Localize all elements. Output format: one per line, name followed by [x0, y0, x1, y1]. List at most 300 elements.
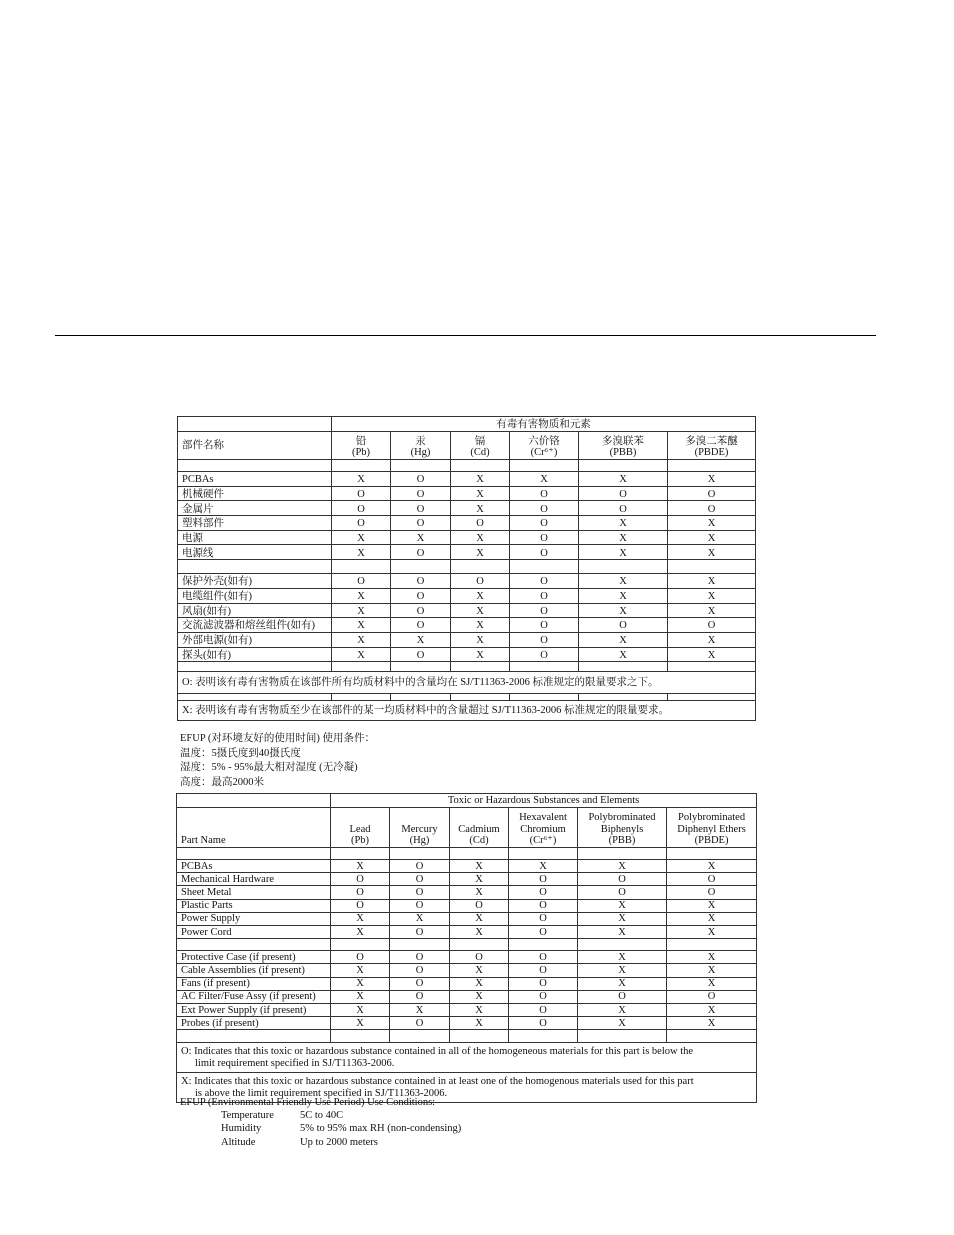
substance-value-cell: X [668, 574, 756, 589]
spacer-row [178, 694, 756, 701]
part-name-cell: Power Supply [177, 912, 331, 925]
part-name-cell: 交流滤波器和熔丝组件(如有) [178, 618, 332, 633]
substance-value-cell: O [390, 886, 450, 899]
part-name-cell: Cable Assemblies (if present) [177, 964, 331, 977]
empty-cell [510, 460, 579, 472]
substance-value-cell: X [668, 632, 756, 647]
substance-value-cell: O [509, 990, 578, 1003]
substance-value-cell: X [668, 588, 756, 603]
note-text: X: Indicates that this toxic or hazardous substance contained in at least one of the homogenous materials used for this part [181, 1076, 694, 1088]
empty-cell [509, 1030, 578, 1043]
part-name-cell: PCBAs [178, 472, 332, 487]
substance-value-cell: X [667, 860, 757, 873]
substance-value-cell: X [578, 951, 667, 964]
part-name-label: 部件名称 [178, 432, 332, 460]
substance-value-cell: X [451, 588, 510, 603]
table-column-header-row [177, 808, 757, 848]
substance-value-cell: X [390, 912, 450, 925]
efup-conditions-chinese [180, 732, 375, 790]
substance-value-cell: X [331, 1003, 390, 1016]
substance-value-cell: X [450, 912, 509, 925]
substance-value-cell: O [451, 574, 510, 589]
condition-label: Temperature [221, 1110, 274, 1122]
column-header: 铅 (Pb) [332, 432, 391, 460]
substance-value-cell: O [390, 925, 450, 938]
rohs-table-chinese [177, 416, 756, 721]
substance-value-cell: O [391, 501, 451, 516]
substance-value-cell: O [391, 486, 451, 501]
substance-value-cell: X [450, 925, 509, 938]
empty-cell [510, 662, 579, 672]
substance-value-cell: O [668, 486, 756, 501]
empty-cell [668, 460, 756, 472]
substance-value-cell: X [332, 530, 391, 545]
substance-value-cell: X [578, 925, 667, 938]
substance-value-cell: X [578, 1003, 667, 1016]
empty-cell [578, 848, 667, 860]
substance-value-cell: O [510, 632, 579, 647]
substance-value-cell: X [332, 632, 391, 647]
substance-value-cell: O [390, 964, 450, 977]
part-name-cell: Ext Power Supply (if present) [177, 1003, 331, 1016]
empty-cell [177, 1030, 331, 1043]
part-name-cell: 塑料部件 [178, 516, 332, 531]
note-row [177, 1043, 757, 1073]
substance-value-cell: X [579, 574, 668, 589]
substance-value-cell: O [509, 873, 578, 886]
empty-cell [390, 939, 450, 951]
empty-cell [178, 460, 332, 472]
substance-value-cell: O [391, 588, 451, 603]
empty-cell [579, 460, 668, 472]
substance-value-cell: O [668, 501, 756, 516]
substance-value-cell: X [450, 1003, 509, 1016]
empty-cell [391, 694, 451, 701]
substance-value-cell: O [391, 516, 451, 531]
table-row [178, 618, 756, 633]
table-row [177, 1003, 757, 1016]
table-row [178, 588, 756, 603]
empty-cell [177, 939, 331, 951]
substance-value-cell: X [510, 472, 579, 487]
spacer-row [177, 848, 757, 860]
column-header: Polybrominated Biphenyls (PBB) [578, 808, 667, 848]
substance-value-cell: O [668, 618, 756, 633]
empty-cell [390, 848, 450, 860]
empty-cell [667, 1030, 757, 1043]
part-name-cell: Sheet Metal [177, 886, 331, 899]
table-row [177, 873, 757, 886]
substance-value-cell: X [451, 530, 510, 545]
substance-value-cell: X [578, 912, 667, 925]
group-header: Toxic or Hazardous Substances and Elements [331, 794, 757, 808]
empty-cell [667, 848, 757, 860]
substance-value-cell: X [331, 912, 390, 925]
substance-value-cell: X [667, 1003, 757, 1016]
substance-value-cell: X [668, 516, 756, 531]
substance-value-cell: X [451, 545, 510, 560]
substance-value-cell: O [391, 472, 451, 487]
table-row [177, 886, 757, 899]
efup-title: EFUP (对环境友好的使用时间) 使用条件： [180, 733, 376, 744]
substance-value-cell: O [579, 486, 668, 501]
corner-cell [178, 417, 332, 432]
table-row [177, 990, 757, 1003]
empty-cell [579, 662, 668, 672]
column-header: 六价铬 (Cr⁶⁺) [510, 432, 579, 460]
empty-cell [450, 848, 509, 860]
part-name-cell: 探头(如有) [178, 647, 332, 662]
substance-value-cell: O [390, 951, 450, 964]
table-row [177, 899, 757, 912]
empty-cell [579, 694, 668, 701]
substance-value-cell: X [579, 588, 668, 603]
substance-value-cell: O [390, 860, 450, 873]
substance-value-cell: X [451, 618, 510, 633]
substance-value-cell: X [331, 964, 390, 977]
table-row [177, 912, 757, 925]
column-header: Polybrominated Diphenyl Ethers (PBDE) [667, 808, 757, 848]
substance-value-cell: X [450, 1017, 509, 1030]
part-name-cell: Mechanical Hardware [177, 873, 331, 886]
condition-label: Altitude [221, 1136, 256, 1148]
substance-value-cell: O [391, 618, 451, 633]
part-name-cell: 外部电源(如有) [178, 632, 332, 647]
rohs-table-chinese-body [178, 417, 756, 721]
substance-value-cell: O [391, 545, 451, 560]
spacer-row [177, 939, 757, 951]
note-row [178, 672, 756, 694]
substance-value-cell: X [451, 647, 510, 662]
substance-value-cell: O [578, 990, 667, 1003]
empty-cell [451, 694, 510, 701]
column-header: Lead (Pb) [331, 808, 390, 848]
empty-cell [509, 848, 578, 860]
spacer-row [178, 560, 756, 574]
substance-value-cell: X [668, 545, 756, 560]
substance-value-cell: O [450, 951, 509, 964]
substance-value-cell: X [668, 603, 756, 618]
empty-cell [510, 560, 579, 574]
substance-value-cell: O [509, 912, 578, 925]
substance-value-cell: O [510, 647, 579, 662]
substance-value-cell: X [668, 472, 756, 487]
note-text: is above the limit requirement specified in SJ/T11363-2006. [195, 1087, 448, 1099]
empty-cell [332, 662, 391, 672]
substance-value-cell: O [332, 574, 391, 589]
group-header: 有毒有害物质和元素 [332, 417, 756, 432]
table-row [178, 545, 756, 560]
substance-value-cell: X [450, 990, 509, 1003]
part-name-cell: Probes (if present) [177, 1017, 331, 1030]
empty-cell [668, 694, 756, 701]
substance-value-cell: X [450, 860, 509, 873]
substance-value-cell: O [579, 618, 668, 633]
efup-humidity: 湿度：5% - 95%最大相对湿度 (无冷凝) [180, 762, 358, 773]
substance-value-cell: O [331, 899, 390, 912]
efup-title: EFUP (Environmental Friendly Use Period) Use Conditions: [180, 1097, 436, 1108]
efup-temperature: 温度：5摄氏度到40摄氏度 [180, 747, 301, 759]
efup-conditions-english [180, 1096, 461, 1149]
substance-value-cell: O [510, 574, 579, 589]
substance-value-cell: X [667, 925, 757, 938]
empty-cell [668, 560, 756, 574]
spacer-row [178, 460, 756, 472]
substance-value-cell: X [667, 951, 757, 964]
empty-cell [390, 1030, 450, 1043]
substance-value-cell: O [509, 925, 578, 938]
substance-value-cell: X [332, 472, 391, 487]
efup-condition-row [180, 1122, 461, 1135]
empty-cell [391, 560, 451, 574]
substance-value-cell: O [509, 951, 578, 964]
substance-value-cell: O [390, 977, 450, 990]
substance-value-cell: O [331, 951, 390, 964]
note-text: O: 表明该有毒有害物质在该部件所有均质材料中的含量均在 SJ/T11363-2006 标准规定的限量要求之下。 [182, 676, 659, 688]
corner-cell [177, 794, 331, 808]
part-name-cell: AC Filter/Fuse Assy (if present) [177, 990, 331, 1003]
substance-value-cell: X [450, 873, 509, 886]
substance-value-cell: O [510, 603, 579, 618]
empty-cell [391, 662, 451, 672]
substance-value-cell: X [331, 925, 390, 938]
substance-value-cell: O [578, 873, 667, 886]
substance-value-cell: O [510, 516, 579, 531]
part-name-cell: Plastic Parts [177, 899, 331, 912]
substance-value-cell: X [579, 545, 668, 560]
substance-value-cell: O [509, 886, 578, 899]
substance-value-cell: O [331, 886, 390, 899]
substance-value-cell: X [331, 990, 390, 1003]
substance-value-cell: O [509, 899, 578, 912]
substance-value-cell: O [451, 516, 510, 531]
empty-cell [578, 1030, 667, 1043]
empty-cell [332, 560, 391, 574]
substance-value-cell: O [332, 501, 391, 516]
column-header: 镉 (Cd) [451, 432, 510, 460]
condition-value: 5% to 95% max RH (non-condensing) [300, 1123, 462, 1135]
part-name-cell: 风扇(如有) [178, 603, 332, 618]
substance-value-cell: O [390, 1017, 450, 1030]
substance-value-cell: X [667, 964, 757, 977]
part-name-cell: 保护外壳(如有) [178, 574, 332, 589]
empty-cell [510, 694, 579, 701]
substance-value-cell: X [331, 860, 390, 873]
condition-value: 5C to 40C [300, 1110, 344, 1122]
table-row [178, 647, 756, 662]
table-row [178, 632, 756, 647]
part-name-cell: 金属片 [178, 501, 332, 516]
substance-value-cell: O [332, 516, 391, 531]
column-header: 多溴联苯 (PBB) [579, 432, 668, 460]
substance-value-cell: X [579, 632, 668, 647]
empty-cell [331, 939, 390, 951]
table-row [177, 977, 757, 990]
note-text: O: Indicates that this toxic or hazardous substance contained in all of the homogeneous materials for this part is below the [181, 1046, 694, 1058]
empty-cell [178, 662, 332, 672]
part-name-cell: Power Cord [177, 925, 331, 938]
table-row [178, 530, 756, 545]
empty-cell [578, 939, 667, 951]
spacer-row [177, 1030, 757, 1043]
column-header: 汞 (Hg) [391, 432, 451, 460]
substance-value-cell: X [331, 1017, 390, 1030]
substance-value-cell: O [667, 886, 757, 899]
substance-value-cell: O [509, 977, 578, 990]
substance-value-cell: X [451, 501, 510, 516]
efup-altitude: 高度：最高2000米 [180, 776, 264, 788]
table-row [178, 574, 756, 589]
substance-value-cell: X [390, 1003, 450, 1016]
substance-value-cell: O [450, 899, 509, 912]
substance-value-cell: X [332, 647, 391, 662]
substance-value-cell: O [667, 990, 757, 1003]
empty-cell [178, 560, 332, 574]
substance-value-cell: O [391, 647, 451, 662]
substance-value-cell: X [667, 899, 757, 912]
empty-cell [509, 939, 578, 951]
condition-label: Humidity [221, 1123, 262, 1135]
note-text: limit requirement specified in SJ/T11363-2006. [195, 1057, 395, 1069]
substance-value-cell: O [390, 873, 450, 886]
substance-value-cell: O [510, 545, 579, 560]
empty-cell [177, 848, 331, 860]
substance-value-cell: X [391, 530, 451, 545]
substance-value-cell: X [579, 530, 668, 545]
note-cell [177, 1043, 757, 1073]
substance-value-cell: X [578, 977, 667, 990]
substance-value-cell: X [332, 603, 391, 618]
substance-value-cell: X [579, 603, 668, 618]
substance-value-cell: O [510, 530, 579, 545]
note-text: X: 表明该有毒有害物质至少在该部件的某一均质材料中的含量超过 SJ/T11363-2006 标准规定的限量要求。 [182, 704, 669, 716]
substance-value-cell: X [451, 632, 510, 647]
empty-cell [331, 848, 390, 860]
column-header: Mercury (Hg) [390, 808, 450, 848]
substance-value-cell: O [390, 899, 450, 912]
rohs-table-english-body [177, 794, 757, 1103]
table-row [178, 516, 756, 531]
empty-cell [332, 694, 391, 701]
substance-value-cell: O [510, 618, 579, 633]
substance-value-cell: X [667, 912, 757, 925]
empty-cell [451, 560, 510, 574]
empty-cell [450, 939, 509, 951]
empty-cell [579, 560, 668, 574]
substance-value-cell: X [579, 516, 668, 531]
table-row [177, 951, 757, 964]
table-row [177, 964, 757, 977]
substance-value-cell: X [331, 977, 390, 990]
part-name-cell: PCBAs [177, 860, 331, 873]
substance-value-cell: O [579, 501, 668, 516]
substance-value-cell: O [390, 990, 450, 1003]
substance-value-cell: X [332, 588, 391, 603]
condition-value: Up to 2000 meters [300, 1136, 378, 1148]
substance-value-cell: X [667, 1017, 757, 1030]
substance-value-cell: O [391, 603, 451, 618]
substance-value-cell: X [578, 860, 667, 873]
part-name-cell: 电缆组件(如有) [178, 588, 332, 603]
note-row [178, 701, 756, 721]
substance-value-cell: O [578, 886, 667, 899]
empty-cell [450, 1030, 509, 1043]
substance-value-cell: X [450, 886, 509, 899]
substance-value-cell: O [391, 574, 451, 589]
table-row [178, 603, 756, 618]
substance-value-cell: X [450, 977, 509, 990]
substance-value-cell: O [510, 501, 579, 516]
empty-cell [667, 939, 757, 951]
column-header: Cadmium (Cd) [450, 808, 509, 848]
part-name-cell: 机械硬件 [178, 486, 332, 501]
table-row [177, 1017, 757, 1030]
empty-cell [178, 694, 332, 701]
substance-value-cell: X [578, 899, 667, 912]
substance-value-cell: X [332, 618, 391, 633]
table-row [177, 860, 757, 873]
substance-value-cell: O [510, 588, 579, 603]
part-name-cell: Fans (if present) [177, 977, 331, 990]
substance-value-cell: X [668, 647, 756, 662]
substance-value-cell: O [509, 1017, 578, 1030]
table-header-row [177, 794, 757, 808]
substance-value-cell: X [451, 603, 510, 618]
note-cell [178, 672, 756, 694]
table-row [177, 925, 757, 938]
spacer-row [178, 662, 756, 672]
table-row [178, 501, 756, 516]
substance-value-cell: X [578, 964, 667, 977]
empty-cell [332, 460, 391, 472]
substance-value-cell: X [667, 977, 757, 990]
substance-value-cell: O [332, 486, 391, 501]
column-header: Hexavalent Chromium (Cr⁶⁺) [509, 808, 578, 848]
table-row [178, 486, 756, 501]
part-name-cell: 电源线 [178, 545, 332, 560]
substance-value-cell: O [509, 1003, 578, 1016]
substance-value-cell: O [509, 964, 578, 977]
empty-cell [668, 662, 756, 672]
efup-condition-row [180, 1136, 461, 1149]
part-name-cell: Protective Case (if present) [177, 951, 331, 964]
substance-value-cell: X [579, 647, 668, 662]
substance-value-cell: O [331, 873, 390, 886]
part-name-cell: 电源 [178, 530, 332, 545]
empty-cell [451, 460, 510, 472]
substance-value-cell: O [667, 873, 757, 886]
substance-value-cell: X [451, 486, 510, 501]
empty-cell [391, 460, 451, 472]
efup-condition-row [180, 1109, 461, 1122]
table-column-header-row [178, 432, 756, 460]
substance-value-cell: X [451, 472, 510, 487]
substance-value-cell: X [668, 530, 756, 545]
substance-value-cell: X [450, 964, 509, 977]
substance-value-cell: X [579, 472, 668, 487]
table-row [178, 472, 756, 487]
horizontal-rule [55, 335, 876, 336]
column-header: 多溴二苯醚 (PBDE) [668, 432, 756, 460]
note-cell [178, 701, 756, 721]
substance-value-cell: O [510, 486, 579, 501]
substance-value-cell: X [509, 860, 578, 873]
empty-cell [331, 1030, 390, 1043]
rohs-table-english [176, 793, 757, 1103]
table-header-row [178, 417, 756, 432]
substance-value-cell: X [578, 1017, 667, 1030]
part-name-label: Part Name [177, 808, 331, 848]
